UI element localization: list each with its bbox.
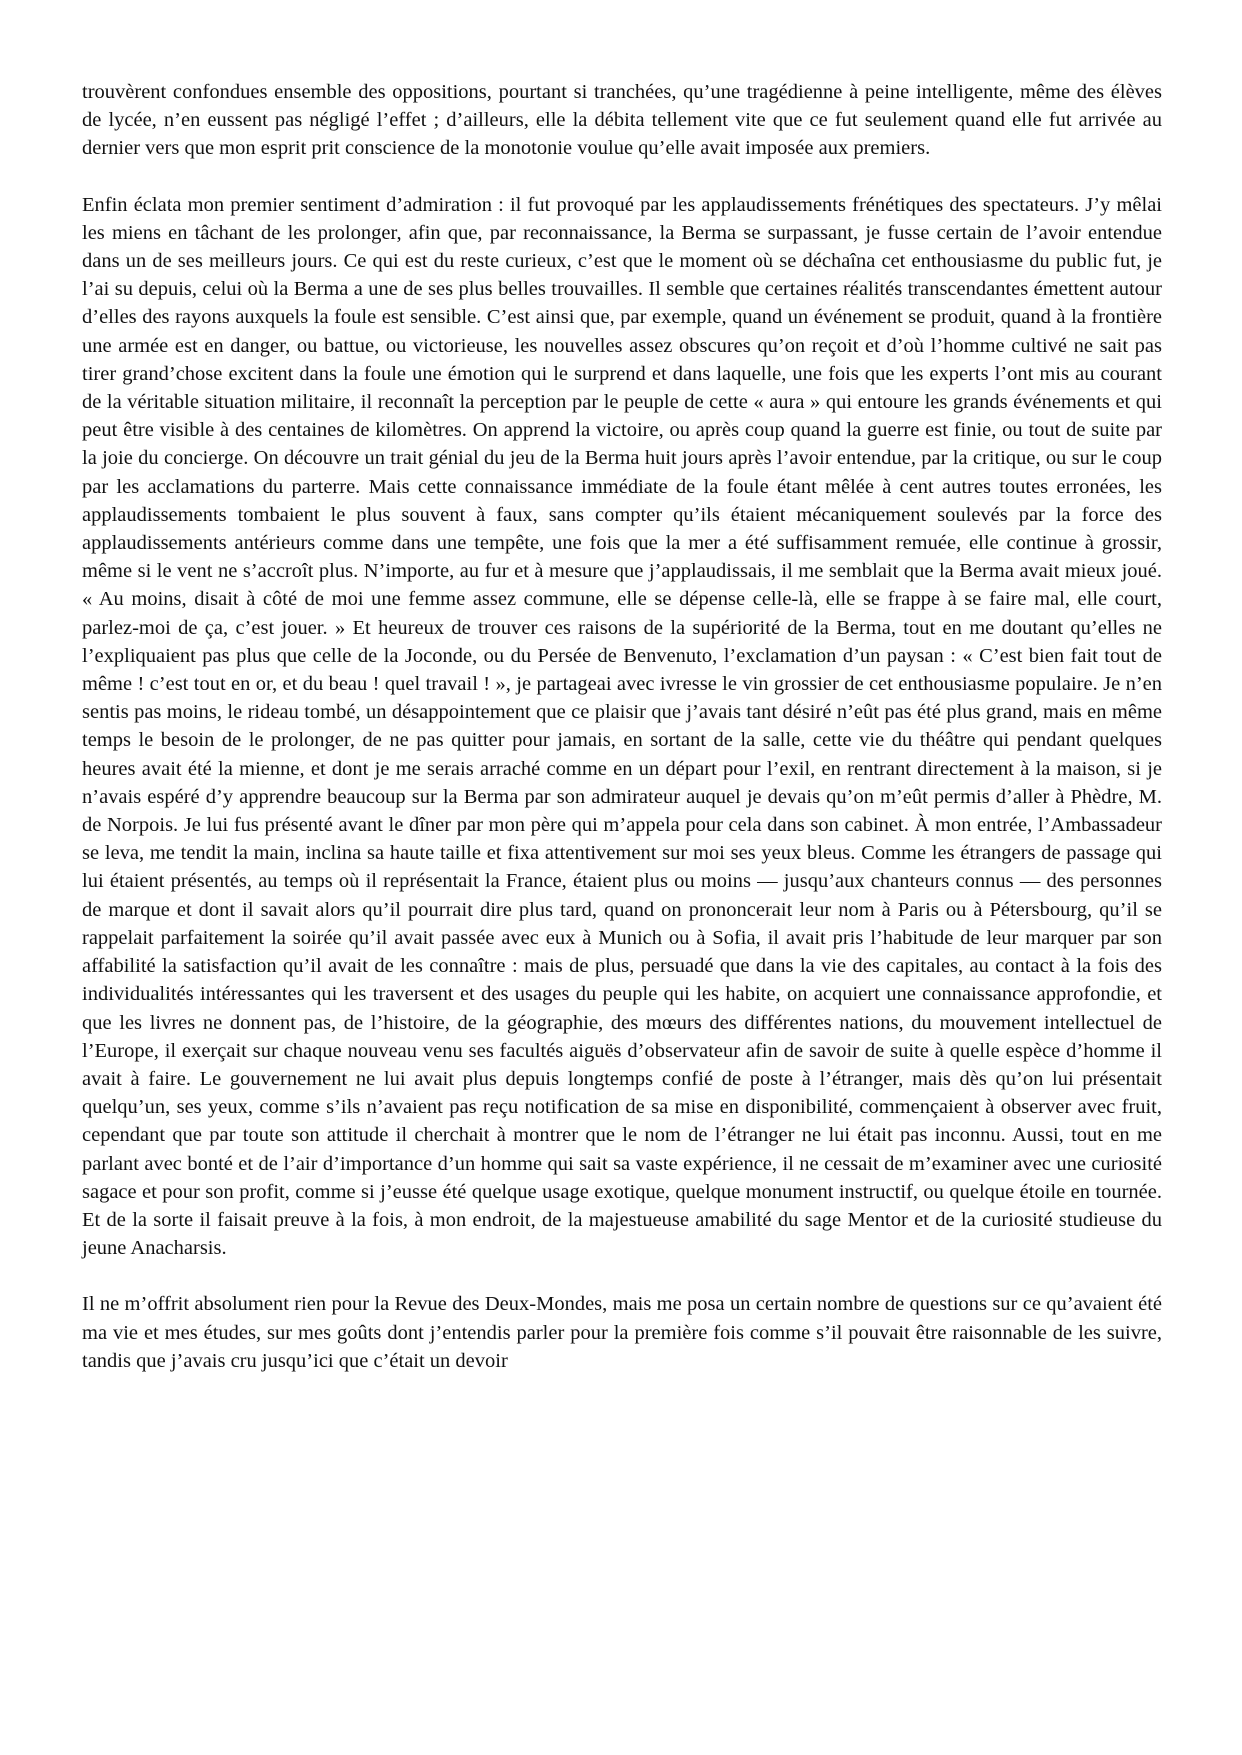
paragraph-opening-continuation: trouvèrent confondues ensemble des oppositions, pourtant si tranchées, qu’une tragédienne à peine intelligente, même des élèves de lycée, n’en eussent pas négligé l’effet ; d’ailleurs, elle la débita tellement vite que ce fut seulement quand elle fut arrivée au dernier vers que mon esprit prit conscience de la monotonie voulue qu’elle avait imposée aux premiers. [82,81,1162,160]
paragraph-norpois-questions: Il ne m’offrit absolument rien pour la Revue des Deux-Mondes, mais me posa un certain nombre de questions sur ce qu’avaient été ma vie et mes études, sur mes goûts dont j’entendis parler pour la première fois comme s’il pouvait être raisonnable de les suivre, tandis que j’avais cru jusqu’ici que c’était un devoir [82,1293,1162,1372]
paragraph-admiration: Enfin éclata mon premier sentiment d’admiration : il fut provoqué par les applaudissements frénétiques des spectateurs. J’y mêlai les miens en tâchant de les prolonger, afin que, par reconnaissance, la Berma se surpassant, je fusse certain de l’avoir entendue dans un de ses meilleurs jours. Ce qui est du reste curieux, c’est que le moment où se déchaîna cet enthousiasme du public fut, je l’ai su depuis, celui où la Berma a une de ses plus belles trouvailles. Il semble que certaines réalités transcendantes émettent autour d’elles des rayons auxquels la foule est sensible. C’est ainsi que, par exemple, quand un événement se produit, quand à la frontière une armée est en danger, ou battue, ou victorieuse, les nouvelles assez obscures qu’on reçoit et d’où l’homme cultivé ne sait pas tirer grand’chose excitent dans la foule une émotion qui le surprend et dans laquelle, une fois que les experts l’ont mis au courant de la véritable situation militaire, il reconnaît la perception par le peuple de cette « aura » qui entoure les grands événements et qui peut être visible à des centaines de kilomètres. On apprend la victoire, ou après coup quand la guerre est finie, ou tout de suite par la joie du concierge. On découvre un trait génial du jeu de la Berma huit jours après l’avoir entendue, par la critique, ou sur le coup par les acclamations du parterre. Mais cette connaissance immédiate de la foule étant mêlée à cent autres toutes erronées, les applaudissements tombaient le plus souvent à faux, sans compter qu’ils étaient mécaniquement soulevés par la force des applaudissements antérieurs comme dans une tempête, une fois que la mer a été suffisamment remuée, elle continue à grossir, même si le vent ne s’accroît plus. N’importe, au fur et à mesure que j’applaudissais, il me semblait que la Berma avait mieux joué. « Au moins, disait à côté de moi une femme assez commune, elle se dépense celle-là, elle se frappe à se faire mal, elle court, parlez-moi de ça, c’est jouer. » Et heureux de trouver ces raisons de la supériorité de la Berma, tout en me doutant qu’elles ne l’expliquaient pas plus que celle de la Joconde, ou du Persée de Benvenuto, l’exclamation d’un paysan : « C’est bien fait tout de même ! c’est tout en or, et du beau ! quel travail ! », je partageai avec ivresse le vin grossier de cet enthousiasme populaire. Je n’en sentis pas moins, le rideau tombé, un désappointement que ce plaisir que j’avais tant désiré n’eût pas été plus grand, mais en même temps le besoin de le prolonger, de ne pas quitter pour jamais, en sortant de la salle, cette vie du théâtre qui pendant quelques heures avait été la mienne, et dont je me serais arraché comme en un départ pour l’exil, en rentrant directement à la maison, si je n’avais espéré d’y apprendre beaucoup sur la Berma par son admirateur auquel je devais qu’on m’eût permis d’aller à Phèdre, M. de Norpois. Je lui fus présenté avant le dîner par mon père qui m’appela pour cela dans son cabinet. À mon entrée, l’Ambassadeur se leva, me tendit la main, inclina sa haute taille et fixa attentivement sur moi ses yeux bleus. Comme les étrangers de passage qui lui étaient présentés, au temps où il représentait la France, étaient plus ou moins — jusqu’aux chanteurs connus — des personnes de marque et dont il savait alors qu’il pourrait dire plus tard, quand on prononcerait leur nom à Paris ou à Pétersbourg, qu’il se rappelait parfaitement la soirée qu’il avait passée avec eux à Munich ou à Sofia, il avait pris l’habitude de leur marquer par son affabilité la satisfaction qu’il avait de les connaître : mais de plus, persuadé que dans la vie des capitales, au contact à la fois des individualités intéressantes qui les traversent et des usages du peuple qui les habite, on acquiert une connaissance approfondie, et que les livres ne donnent pas, de l’histoire, de la géographie, des mœurs des différentes nations, du mouvement intellectuel de l’Europe, il exerçait sur chaque nouveau venu ses facultés aiguës d’observateur afin de savoir de suite à quelle espèce d’homme il avait à faire. Le gouvernement ne lui avait plus depuis longtemps confié de poste à l’étranger, mais dès qu’on lui présentait quelqu’un, ses yeux, comme s’ils n’avaient pas reçu notification de sa mise en disponibilité, commençaient à observer avec fruit, cependant que par toute son attitude il cherchait à montrer que le nom de l’étranger ne lui était pas inconnu. Aussi, tout en me parlant avec bonté et de l’air d’importance d’un homme qui sait sa vaste expérience, il ne cessait de m’examiner avec une curiosité sagace et pour son profit, comme si j’eusse été quelque usage exotique, quelque monument instructif, ou quelque étoile en tournée. Et de la sorte il faisait preuve à la fois, à mon endroit, de la majestueuse amabilité du sage Mentor et de la curiosité studieuse du jeune Anacharsis. [82,193,1162,1260]
document-page [82,78,1162,1375]
